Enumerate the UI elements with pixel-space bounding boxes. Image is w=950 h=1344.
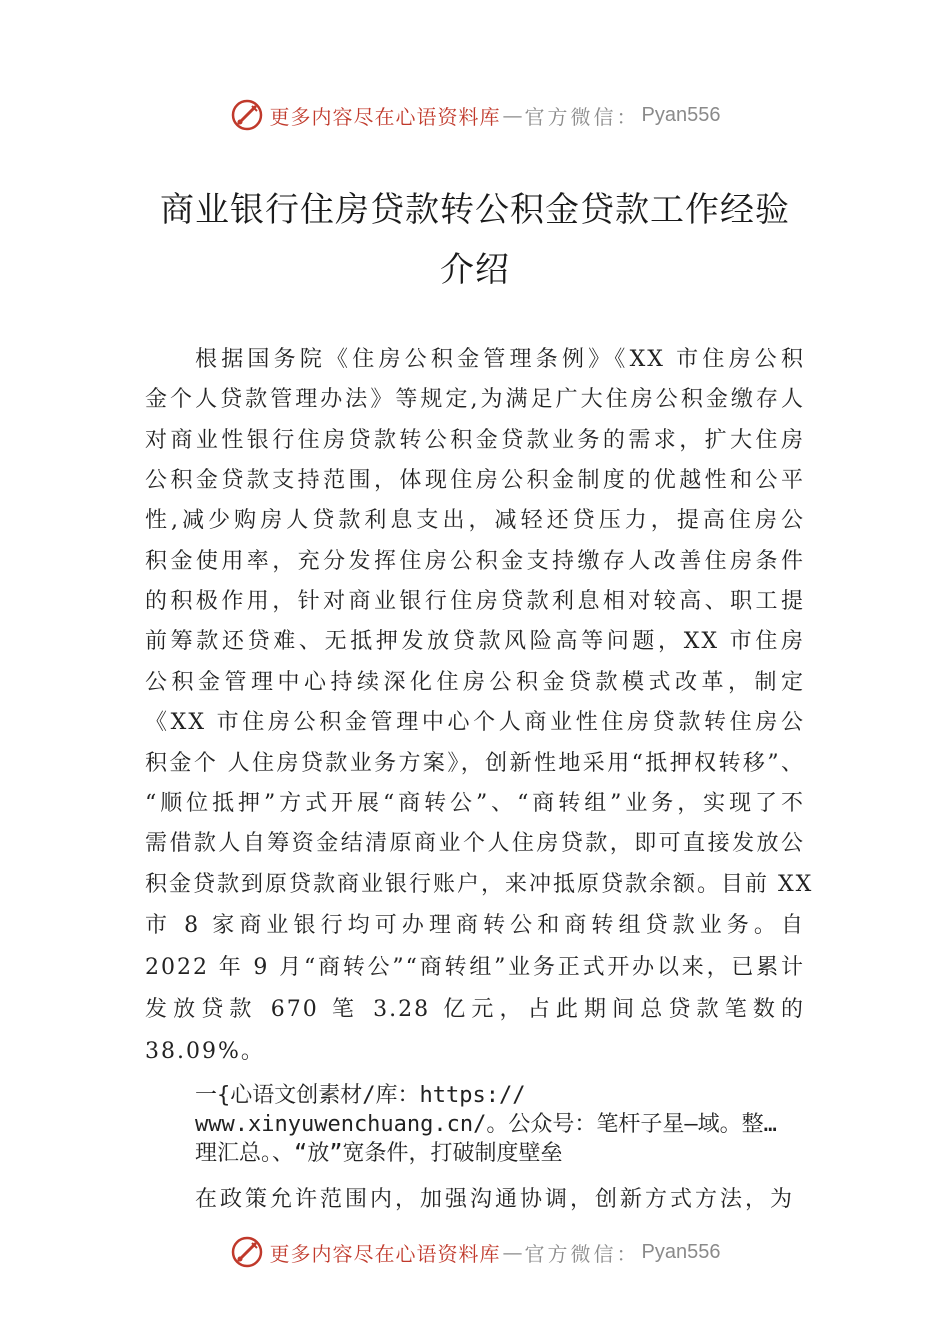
paragraph-line: 积金使用率，充分发挥住房公积金支持缴存人改善住房条件 [145,549,805,574]
banner-wechat-id: Pyan556 [641,1240,721,1263]
banner-separator: — [502,103,523,127]
paragraph-line: 公积金贷款支持范围，体现住房公积金制度的优越性和公平 [145,468,805,493]
paragraph-line: 《XX 市住房公积金管理中心个人商业性住房贷款转住房公 [145,710,805,735]
top-banner [0,95,950,135]
paragraph-2-line: 在政策允许范围内，加强沟通协调，创新方式方法，为 [195,1187,796,1212]
banner-wechat-id: Pyan556 [641,103,721,126]
paragraph-line: 的积极作用，针对商业银行住房贷款利息相对较高、职工提 [145,589,805,614]
paragraph-line: 积金贷款到原贷款商业银行账户，来冲抵原贷款余额。目前 XX [145,872,814,897]
paragraph-line: 发放贷款 670 笔 3.28 亿元，占此期间总贷款笔数的 [145,997,805,1022]
banner-separator: — [502,1240,523,1264]
paragraph-line: 公积金管理中心持续深化住房公积金贷款模式改革，制定 [145,670,805,695]
watermark-line: 理汇总。、“放”宽条件，打破制度壁垒 [195,1141,563,1166]
paragraph-line: 38.09%。 [145,1039,265,1064]
paragraph-line: 前筹款还贷难、无抵押发放贷款风险高等问题，XX 市住房 [145,629,805,654]
title-line-1: 商业银行住房贷款转公积金贷款工作经验 [160,190,790,230]
paragraph-line: 需借款人自筹资金结清原商业个人住房贷款，即可直接发放公 [145,831,805,856]
paragraph-line: 金个人贷款管理办法》等规定,为满足广大住房公积金缴存人 [145,387,805,412]
title-line-2: 介绍 [440,250,510,290]
watermark-line: www.xinyuwenchuang.cn/。公众号：笔杆子星—域。整… [195,1112,777,1137]
paragraph-line: 积金个 人住房贷款业务方案》，创新性地采用“抵押权转移”、 [145,751,805,776]
banner-wechat-label: 官方微信： [524,1241,640,1266]
brush-logo-icon [230,98,264,132]
paragraph-line: “顺位抵押”方式开展“商转公”、“商转组”业务，实现了不 [145,791,805,816]
paragraph-line: 性,减少购房人贷款利息支出，减轻还贷压力，提高住房公 [145,508,805,533]
watermark-line: 一{心语文创素材/库：https:// [195,1083,526,1108]
paragraph-line: 对商业性银行住房贷款转公积金贷款业务的需求，扩大住房 [145,428,805,453]
paragraph-line: 市 8 家商业银行均可办理商转公和商转组贷款业务。自 [145,913,805,938]
banner-brand: 更多内容尽在心语资料库 [269,104,501,129]
paragraph-line: 根据国务院《住房公积金管理条例》《XX 市住房公积 [195,347,805,372]
brush-logo-icon [230,1235,264,1269]
banner-wechat-label: 官方微信： [524,104,640,129]
document-title [140,180,810,300]
banner-brand: 更多内容尽在心语资料库 [269,1241,501,1266]
bottom-banner [0,1232,950,1272]
paragraph-line: 2022 年 9 月“商转公”“商转组”业务正式开办以来，已累计 [145,955,805,980]
